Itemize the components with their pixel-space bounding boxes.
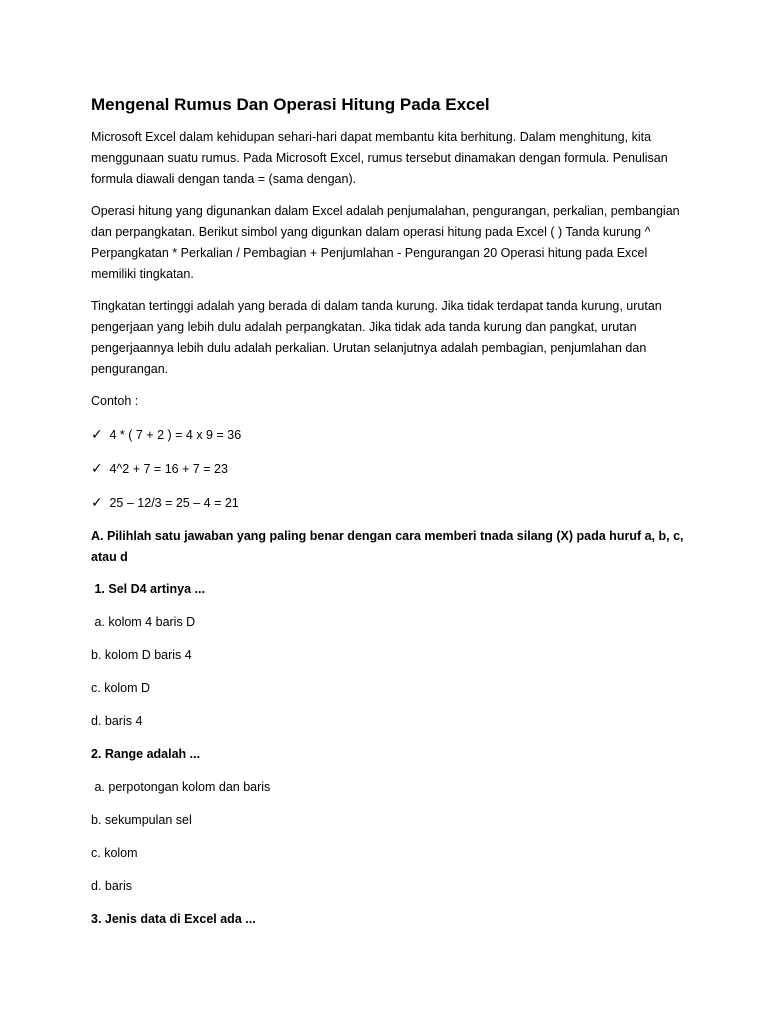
document-page [91, 93, 691, 942]
question-3: 3. Jenis data di Excel ada ... [91, 912, 256, 926]
question-1-option-b: b. kolom D baris 4 [91, 648, 192, 662]
operators-paragraph: Operasi hitung yang digunankan dalam Excel adalah penjumalahan, pengurangan, perkalian, pembangian dan perpangkatan. Berikut simbol yang digunkan dalam operasi hitung pada Excel ( ) Tanda kurung ^ Perpangkatan * Perkalian / Pembagian + Penjumlahan - Pengurangan 20 Operasi hitung pada Excel memiliki tingkatan. [91, 204, 680, 281]
question-2: 2. Range adalah ... [91, 747, 201, 761]
example-item [91, 458, 691, 480]
question-1-option-a: a. kolom 4 baris D [91, 615, 196, 629]
question-1-option-d: d. baris 4 [91, 714, 143, 728]
question-2-option-d: d. baris [91, 879, 132, 893]
question-2-option-c: c. kolom [91, 846, 138, 860]
example-item [91, 492, 691, 514]
example-text: 4 * ( 7 + 2 ) = 4 x 9 = 36 [109, 428, 242, 442]
document-title: Mengenal Rumus Dan Operasi Hitung Pada Excel [91, 95, 490, 114]
precedence-paragraph: Tingkatan tertinggi adalah yang berada di dalam tanda kurung. Jika tidak terdapat tanda kurung, urutan pengerjaan yang lebih dulu adalah perpangkatan. Jika tidak ada tanda kurung dan pangkat, urutan pengerjaannya lebih dulu adalah perkalian. Urutan selanjutnya adalah pembagian, penjumlahan dan pengurangan. [91, 299, 662, 376]
checkmark-icon: ✓ [91, 494, 103, 510]
question-2-option-a: a. perpotongan kolom dan baris [91, 780, 271, 794]
intro-paragraph: Microsoft Excel dalam kehidupan sehari-hari dapat membantu kita berhitung. Dalam menghitung, kita menggunaan suatu rumus. Pada Microsoft Excel, rumus tersebut dinamakan dengan formula. Penulisan formula diawali dengan tanda = (sama dengan). [91, 130, 668, 186]
question-2-option-b: b. sekumpulan sel [91, 813, 192, 827]
example-text: 4^2 + 7 = 16 + 7 = 23 [109, 462, 228, 476]
question-1-option-c: c. kolom D [91, 681, 151, 695]
checkmark-icon: ✓ [91, 426, 103, 442]
example-label: Contoh : [91, 394, 139, 408]
quiz-instruction: A. Pilihlah satu jawaban yang paling benar dengan cara memberi tnada silang (X) pada huruf a, b, c, atau d [91, 529, 684, 564]
example-text: 25 – 12/3 = 25 – 4 = 21 [109, 496, 239, 510]
checkmark-icon: ✓ [91, 460, 103, 476]
question-1: 1. Sel D4 artinya ... [91, 582, 205, 596]
example-item [91, 424, 691, 446]
